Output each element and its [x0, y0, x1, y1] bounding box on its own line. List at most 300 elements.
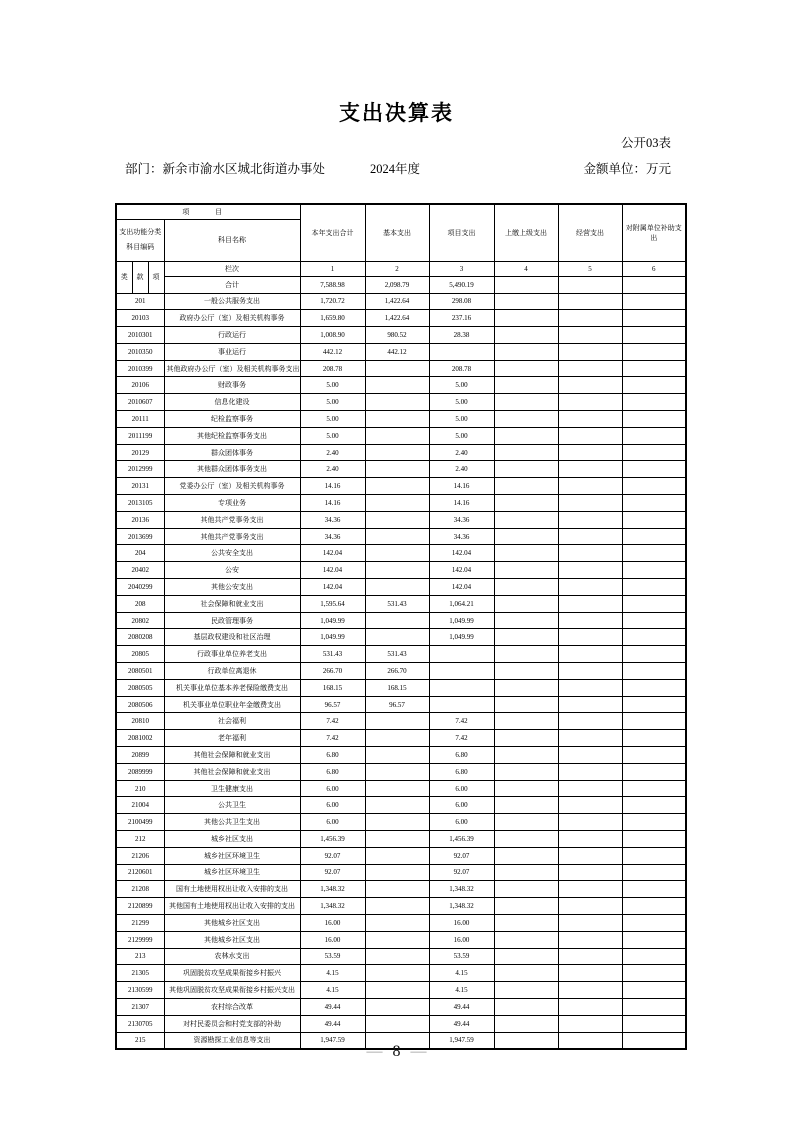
- value-cell: [494, 360, 558, 377]
- code-cell: 2010399: [116, 360, 164, 377]
- value-cell: 2.40: [429, 461, 494, 478]
- value-cell: [365, 579, 429, 596]
- value-cell: 7.42: [300, 730, 365, 747]
- value-cell: [558, 696, 622, 713]
- value-cell: [558, 679, 622, 696]
- value-cell: 34.36: [429, 511, 494, 528]
- code-cell: 2013699: [116, 528, 164, 545]
- value-cell: [365, 377, 429, 394]
- value-cell: [494, 881, 558, 898]
- value-cell: [365, 914, 429, 931]
- subject-name-cell: 其他政府办公厅（室）及相关机构事务支出: [164, 360, 300, 377]
- value-cell: [365, 427, 429, 444]
- value-cell: [494, 293, 558, 310]
- code-cell: 215: [116, 1032, 164, 1049]
- code-cell: 2080505: [116, 679, 164, 696]
- table-row: [116, 763, 686, 780]
- value-cell: 1,348.32: [300, 881, 365, 898]
- value-cell: 6.00: [429, 780, 494, 797]
- value-cell: 7.42: [300, 713, 365, 730]
- code-cell: 20810: [116, 713, 164, 730]
- value-cell: [622, 327, 686, 344]
- value-cell: [558, 511, 622, 528]
- value-cell: [558, 495, 622, 512]
- table-row: [116, 1015, 686, 1032]
- value-cell: [429, 679, 494, 696]
- value-cell: 4.15: [300, 965, 365, 982]
- value-cell: [494, 562, 558, 579]
- value-cell: [365, 998, 429, 1015]
- value-cell: 142.04: [300, 545, 365, 562]
- value-cell: 531.43: [365, 595, 429, 612]
- value-cell: 266.70: [365, 663, 429, 680]
- table-row: [116, 663, 686, 680]
- value-cell: [494, 663, 558, 680]
- value-cell: [622, 545, 686, 562]
- value-cell: 208.78: [300, 360, 365, 377]
- subject-name-cell: 老年福利: [164, 730, 300, 747]
- value-cell: [622, 461, 686, 478]
- value-cell: [558, 831, 622, 848]
- value-cell: [558, 411, 622, 428]
- value-cell: [494, 831, 558, 848]
- value-cell: [622, 864, 686, 881]
- value-cell: [558, 310, 622, 327]
- value-cell: [365, 982, 429, 999]
- code-cell: 21004: [116, 797, 164, 814]
- code-cell: 201: [116, 293, 164, 310]
- footer-left-dash: —: [366, 1043, 383, 1060]
- value-cell: [622, 427, 686, 444]
- subcode-section: 款: [132, 261, 148, 293]
- value-cell: 142.04: [300, 562, 365, 579]
- value-cell: 1,348.32: [429, 898, 494, 915]
- value-cell: [622, 898, 686, 915]
- value-cell: [494, 747, 558, 764]
- value-cell: [494, 444, 558, 461]
- value-cell: [494, 797, 558, 814]
- value-cell: [558, 444, 622, 461]
- column-number: 5: [558, 261, 622, 276]
- value-cell: [622, 595, 686, 612]
- value-cell: [558, 713, 622, 730]
- table-row: [116, 394, 686, 411]
- table-row: [116, 579, 686, 596]
- value-cell: 1,422.64: [365, 293, 429, 310]
- value-cell: [365, 1015, 429, 1032]
- value-cell: [365, 948, 429, 965]
- value-cell: [622, 982, 686, 999]
- value-cell: 1,422.64: [365, 310, 429, 327]
- value-cell: [365, 394, 429, 411]
- code-cell: 2100499: [116, 814, 164, 831]
- value-cell: 531.43: [300, 646, 365, 663]
- value-cell: 92.07: [429, 864, 494, 881]
- value-cell: 16.00: [300, 914, 365, 931]
- value-cell: 6.00: [429, 814, 494, 831]
- value-cell: 1,947.59: [300, 1032, 365, 1049]
- lanci-label: 栏次: [164, 261, 300, 276]
- department-label: 部门：新余市渝水区城北街道办事处: [125, 162, 326, 176]
- value-cell: 4.15: [300, 982, 365, 999]
- value-cell: 1,064.21: [429, 595, 494, 612]
- value-cell: [494, 914, 558, 931]
- table-row: [116, 931, 686, 948]
- code-cell: 2080208: [116, 629, 164, 646]
- value-cell: 5.00: [429, 427, 494, 444]
- value-cell: 14.16: [429, 495, 494, 512]
- column-header-project: 项目支出: [429, 204, 494, 261]
- value-cell: 14.16: [300, 495, 365, 512]
- value-cell: [494, 998, 558, 1015]
- code-cell: 2080506: [116, 696, 164, 713]
- value-cell: 1,456.39: [300, 831, 365, 848]
- code-cell: 212: [116, 831, 164, 848]
- subject-name-cell: 行政事业单位养老支出: [164, 646, 300, 663]
- value-cell: [365, 411, 429, 428]
- value-cell: [494, 511, 558, 528]
- table-code-label: 公开03表: [620, 136, 671, 150]
- value-cell: [622, 663, 686, 680]
- value-cell: [365, 360, 429, 377]
- value-cell: [558, 780, 622, 797]
- subject-name-cell: 其他社会保障和就业支出: [164, 747, 300, 764]
- table-row: [116, 461, 686, 478]
- value-cell: 1,595.64: [300, 595, 365, 612]
- value-cell: [558, 965, 622, 982]
- table-row: [116, 864, 686, 881]
- column-header-total: 本年支出合计: [300, 204, 365, 261]
- value-cell: [365, 528, 429, 545]
- value-cell: [558, 562, 622, 579]
- value-cell: 1,049.99: [429, 612, 494, 629]
- table-row: [116, 713, 686, 730]
- subject-name-cell: 城乡社区支出: [164, 831, 300, 848]
- header-code-label: 支出功能分类科目编码: [116, 219, 164, 261]
- value-cell: [622, 478, 686, 495]
- value-cell: 6.00: [300, 780, 365, 797]
- page-number: 8: [392, 1043, 401, 1060]
- code-cell: 2129999: [116, 931, 164, 948]
- code-cell: 2089999: [116, 763, 164, 780]
- value-cell: [494, 478, 558, 495]
- table-row: [116, 595, 686, 612]
- value-cell: 6.00: [429, 797, 494, 814]
- value-cell: 2.40: [429, 444, 494, 461]
- subject-name-cell: 行政运行: [164, 327, 300, 344]
- value-cell: [558, 931, 622, 948]
- value-cell: [558, 646, 622, 663]
- code-cell: 208: [116, 595, 164, 612]
- table-row: [116, 847, 686, 864]
- value-cell: [365, 495, 429, 512]
- value-cell: [622, 495, 686, 512]
- value-cell: [622, 998, 686, 1015]
- value-cell: [622, 310, 686, 327]
- value-cell: 5.00: [300, 377, 365, 394]
- value-cell: 142.04: [300, 579, 365, 596]
- table-row: [116, 377, 686, 394]
- value-cell: [558, 528, 622, 545]
- table-row: [116, 814, 686, 831]
- subject-name-cell: 基层政权建设和社区治理: [164, 629, 300, 646]
- code-cell: 2130599: [116, 982, 164, 999]
- column-number: 2: [365, 261, 429, 276]
- value-cell: [622, 730, 686, 747]
- value-cell: [558, 461, 622, 478]
- value-cell: [494, 948, 558, 965]
- value-cell: [494, 814, 558, 831]
- value-cell: 4.15: [429, 982, 494, 999]
- value-cell: [622, 394, 686, 411]
- table-row: [116, 881, 686, 898]
- value-cell: 96.57: [365, 696, 429, 713]
- code-cell: 21206: [116, 847, 164, 864]
- value-cell: [365, 797, 429, 814]
- value-cell: [494, 931, 558, 948]
- value-cell: 16.00: [300, 931, 365, 948]
- value-cell: [622, 814, 686, 831]
- value-cell: 6.80: [429, 747, 494, 764]
- value-cell: 1,008.90: [300, 327, 365, 344]
- table-row: [116, 545, 686, 562]
- value-cell: [494, 343, 558, 360]
- subject-name-cell: 信息化建设: [164, 394, 300, 411]
- table-row: [116, 982, 686, 999]
- value-cell: 142.04: [429, 562, 494, 579]
- value-cell: [365, 444, 429, 461]
- value-cell: [365, 931, 429, 948]
- value-cell: [429, 663, 494, 680]
- subject-name-cell: 其他城乡社区支出: [164, 931, 300, 948]
- value-cell: [622, 511, 686, 528]
- subject-name-cell: 其他城乡社区支出: [164, 914, 300, 931]
- table-row: [116, 562, 686, 579]
- value-cell: 442.12: [300, 343, 365, 360]
- table-row: [116, 831, 686, 848]
- value-cell: [622, 679, 686, 696]
- value-cell: [494, 730, 558, 747]
- column-header-operating: 经营支出: [558, 204, 622, 261]
- value-cell: [558, 377, 622, 394]
- total-value: [622, 276, 686, 293]
- value-cell: 6.80: [300, 747, 365, 764]
- value-cell: 2.40: [300, 444, 365, 461]
- value-cell: [622, 696, 686, 713]
- table-row: [116, 914, 686, 931]
- value-cell: 266.70: [300, 663, 365, 680]
- value-cell: [558, 293, 622, 310]
- value-cell: 237.16: [429, 310, 494, 327]
- table-row: [116, 495, 686, 512]
- subject-name-cell: 一般公共服务支出: [164, 293, 300, 310]
- value-cell: [558, 427, 622, 444]
- value-cell: [622, 629, 686, 646]
- code-cell: 2040299: [116, 579, 164, 596]
- value-cell: [558, 343, 622, 360]
- value-cell: 1,049.99: [300, 612, 365, 629]
- table-row: [116, 360, 686, 377]
- value-cell: 1,659.80: [300, 310, 365, 327]
- value-cell: 34.36: [429, 528, 494, 545]
- value-cell: 34.36: [300, 511, 365, 528]
- subject-name-cell: 城乡社区环境卫生: [164, 864, 300, 881]
- table-row: [116, 511, 686, 528]
- value-cell: [365, 730, 429, 747]
- value-cell: [365, 713, 429, 730]
- value-cell: [558, 595, 622, 612]
- code-cell: 2011199: [116, 427, 164, 444]
- value-cell: 49.44: [300, 998, 365, 1015]
- value-cell: [622, 831, 686, 848]
- value-cell: [494, 579, 558, 596]
- code-cell: 210: [116, 780, 164, 797]
- value-cell: [494, 679, 558, 696]
- subject-name-cell: 其他纪检监察事务支出: [164, 427, 300, 444]
- value-cell: [558, 982, 622, 999]
- total-label: 合计: [164, 276, 300, 293]
- value-cell: 442.12: [365, 343, 429, 360]
- value-cell: [622, 763, 686, 780]
- column-number: 6: [622, 261, 686, 276]
- value-cell: [365, 898, 429, 915]
- value-cell: 1,456.39: [429, 831, 494, 848]
- header-row-item: [116, 204, 686, 219]
- value-cell: 1,947.59: [429, 1032, 494, 1049]
- code-cell: 2010607: [116, 394, 164, 411]
- value-cell: [494, 461, 558, 478]
- value-cell: [622, 562, 686, 579]
- subject-name-cell: 其他共产党事务支出: [164, 528, 300, 545]
- value-cell: [365, 763, 429, 780]
- value-cell: [558, 327, 622, 344]
- value-cell: [494, 310, 558, 327]
- value-cell: 5.00: [300, 427, 365, 444]
- value-cell: 92.07: [429, 847, 494, 864]
- value-cell: [622, 965, 686, 982]
- total-value: 2,098.79: [365, 276, 429, 293]
- code-cell: 20103: [116, 310, 164, 327]
- table-row: [116, 327, 686, 344]
- value-cell: [494, 411, 558, 428]
- value-cell: 5.00: [300, 411, 365, 428]
- column-number: 1: [300, 261, 365, 276]
- code-cell: 20805: [116, 646, 164, 663]
- total-value: 5,490.19: [429, 276, 494, 293]
- subcode-item: 项: [148, 261, 164, 293]
- code-cell: 2120899: [116, 898, 164, 915]
- value-cell: 980.52: [365, 327, 429, 344]
- code-cell: 21299: [116, 914, 164, 931]
- value-cell: 6.80: [300, 763, 365, 780]
- value-cell: 1,720.72: [300, 293, 365, 310]
- value-cell: 168.15: [365, 679, 429, 696]
- page-footer: [0, 1043, 793, 1061]
- subject-name-cell: 专项业务: [164, 495, 300, 512]
- value-cell: [494, 545, 558, 562]
- value-cell: [622, 747, 686, 764]
- value-cell: [558, 1015, 622, 1032]
- fiscal-year-label: 2024年度: [370, 162, 421, 176]
- code-cell: 2012999: [116, 461, 164, 478]
- value-cell: 34.36: [300, 528, 365, 545]
- subject-name-cell: 机关事业单位职业年金缴费支出: [164, 696, 300, 713]
- value-cell: [558, 394, 622, 411]
- value-cell: [622, 713, 686, 730]
- amount-unit-label: 金额单位：万元: [583, 162, 671, 176]
- value-cell: 92.07: [300, 847, 365, 864]
- subject-name-cell: 民政管理事务: [164, 612, 300, 629]
- value-cell: [494, 982, 558, 999]
- header-row-lanci: [116, 261, 686, 276]
- table-row: [116, 965, 686, 982]
- table-row: [116, 730, 686, 747]
- value-cell: 7.42: [429, 730, 494, 747]
- value-cell: [558, 881, 622, 898]
- code-cell: 20131: [116, 478, 164, 495]
- value-cell: [494, 780, 558, 797]
- code-cell: 21305: [116, 965, 164, 982]
- value-cell: [494, 528, 558, 545]
- value-cell: 2.40: [300, 461, 365, 478]
- value-cell: [622, 579, 686, 596]
- code-cell: 2010301: [116, 327, 164, 344]
- value-cell: [558, 797, 622, 814]
- value-cell: [429, 696, 494, 713]
- value-cell: 6.00: [300, 814, 365, 831]
- expenditure-table: [115, 203, 687, 1050]
- value-cell: 298.08: [429, 293, 494, 310]
- value-cell: [494, 847, 558, 864]
- code-cell: 20136: [116, 511, 164, 528]
- code-cell: 2120601: [116, 864, 164, 881]
- value-cell: 96.57: [300, 696, 365, 713]
- footer-right-dash: —: [410, 1043, 427, 1060]
- table-row: [116, 998, 686, 1015]
- code-cell: 2013105: [116, 495, 164, 512]
- value-cell: [622, 948, 686, 965]
- value-cell: 6.00: [300, 797, 365, 814]
- value-cell: 92.07: [300, 864, 365, 881]
- table-row: [116, 898, 686, 915]
- table-row: [116, 293, 686, 310]
- value-cell: [365, 881, 429, 898]
- value-cell: [622, 360, 686, 377]
- table-row: [116, 478, 686, 495]
- value-cell: [558, 763, 622, 780]
- value-cell: [494, 629, 558, 646]
- subject-name-cell: 巩固脱贫攻坚成果衔接乡村振兴: [164, 965, 300, 982]
- value-cell: 1,049.99: [429, 629, 494, 646]
- code-cell: 2010350: [116, 343, 164, 360]
- value-cell: [365, 747, 429, 764]
- value-cell: 16.00: [429, 931, 494, 948]
- value-cell: [558, 545, 622, 562]
- value-cell: [365, 965, 429, 982]
- value-cell: 168.15: [300, 679, 365, 696]
- value-cell: [558, 663, 622, 680]
- subject-name-cell: 国有土地使用权出让收入安排的支出: [164, 881, 300, 898]
- value-cell: [494, 595, 558, 612]
- table-row: [116, 444, 686, 461]
- subject-name-cell: 公安: [164, 562, 300, 579]
- value-cell: [365, 461, 429, 478]
- value-cell: 14.16: [300, 478, 365, 495]
- table-row: [116, 679, 686, 696]
- value-cell: [622, 377, 686, 394]
- value-cell: 1,348.32: [300, 898, 365, 915]
- table-row: [116, 948, 686, 965]
